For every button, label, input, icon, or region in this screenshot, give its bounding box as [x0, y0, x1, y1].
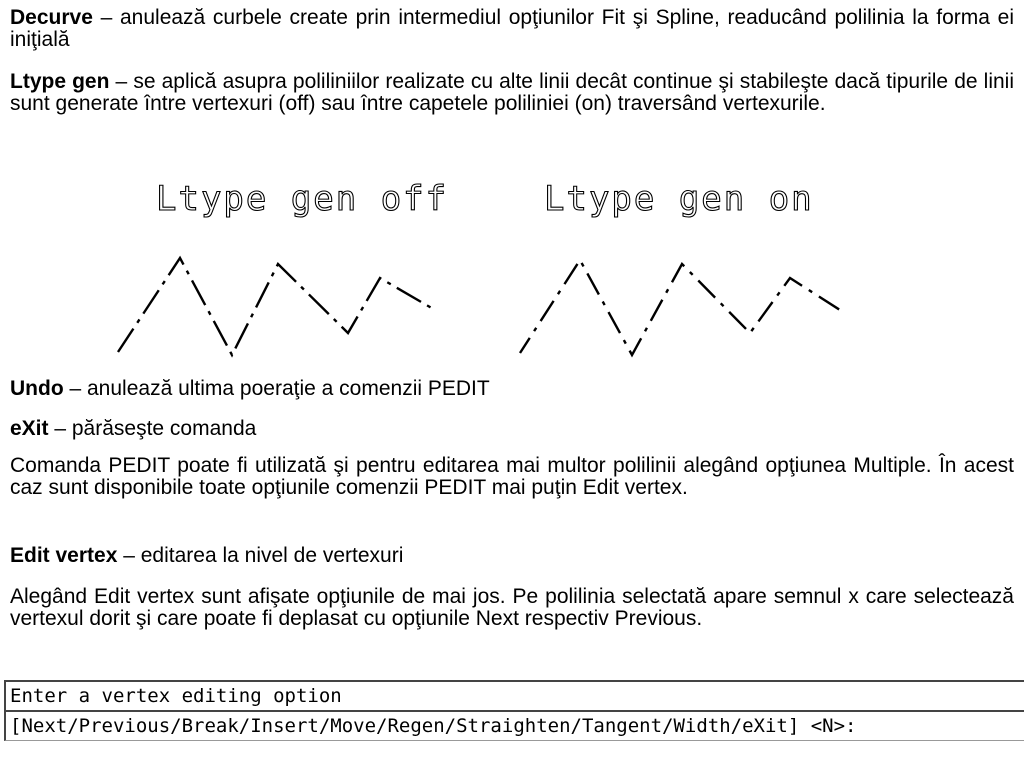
decurve-description: – anulează curbele create prin intermediul opţiunilor Fit şi Spline, readucând polilinia la forma ei iniţială	[10, 6, 1014, 51]
undo-term: Undo	[10, 377, 64, 400]
ltype-gen-term: Ltype gen	[10, 70, 110, 93]
exit-term: eXit	[10, 417, 49, 440]
exit-description: – părăseşte comanda	[48, 417, 257, 440]
edit-vertex-options-text: Alegând Edit vertex sunt afişate opţiunile de mai jos. Pe polilinia selectată apare semnul x care selectează vertexul dorit şi care poate fi deplasat cu opţiunile Next respectiv Previous.	[10, 585, 1014, 630]
command-line-options[interactable]: [Next/Previous/Break/Insert/Move/Regen/Straighten/Tangent/Width/eXit] <N>:	[4, 710, 1024, 741]
edit-vertex-description: – editarea la nivel de vertexuri	[117, 544, 404, 567]
decurve-paragraph	[10, 7, 1014, 51]
edit-vertex-options-paragraph	[10, 586, 1014, 630]
pedit-multiple-paragraph	[10, 455, 1014, 499]
decurve-term: Decurve	[10, 6, 93, 29]
undo-description: – anulează ultima poeraţie a comenzii PEDIT	[63, 377, 490, 400]
ltype-gen-paragraph	[10, 71, 1014, 115]
ltype-gen-on-label: Ltype gen on	[544, 179, 814, 219]
undo-paragraph	[10, 378, 1014, 400]
ltype-gen-off-label: Ltype gen off	[156, 179, 449, 219]
exit-paragraph	[10, 418, 1014, 440]
ltype-gen-description: – se aplică asupra poliliniilor realizate cu alte linii decât continue şi stabileşte dacă tipurile de linii sunt generate între vertexuri (off) sau între capetele poliliniei (on) traversând vertexurile.	[10, 70, 1014, 115]
edit-vertex-term: Edit vertex	[10, 544, 118, 567]
ltype-gen-figure	[110, 170, 870, 370]
edit-vertex-paragraph	[10, 545, 1014, 567]
polyline-ltype-on	[520, 260, 840, 355]
polyline-ltype-off	[118, 258, 435, 355]
command-line-prompt: Enter a vertex editing option	[4, 680, 1024, 710]
pedit-multiple-text: Comanda PEDIT poate fi utilizată şi pentru editarea mai multor polilinii alegând opţiunea Multiple. În acest caz sunt disponibile toate opţiunile comenzii PEDIT mai puţin Edit vertex.	[10, 454, 1014, 499]
